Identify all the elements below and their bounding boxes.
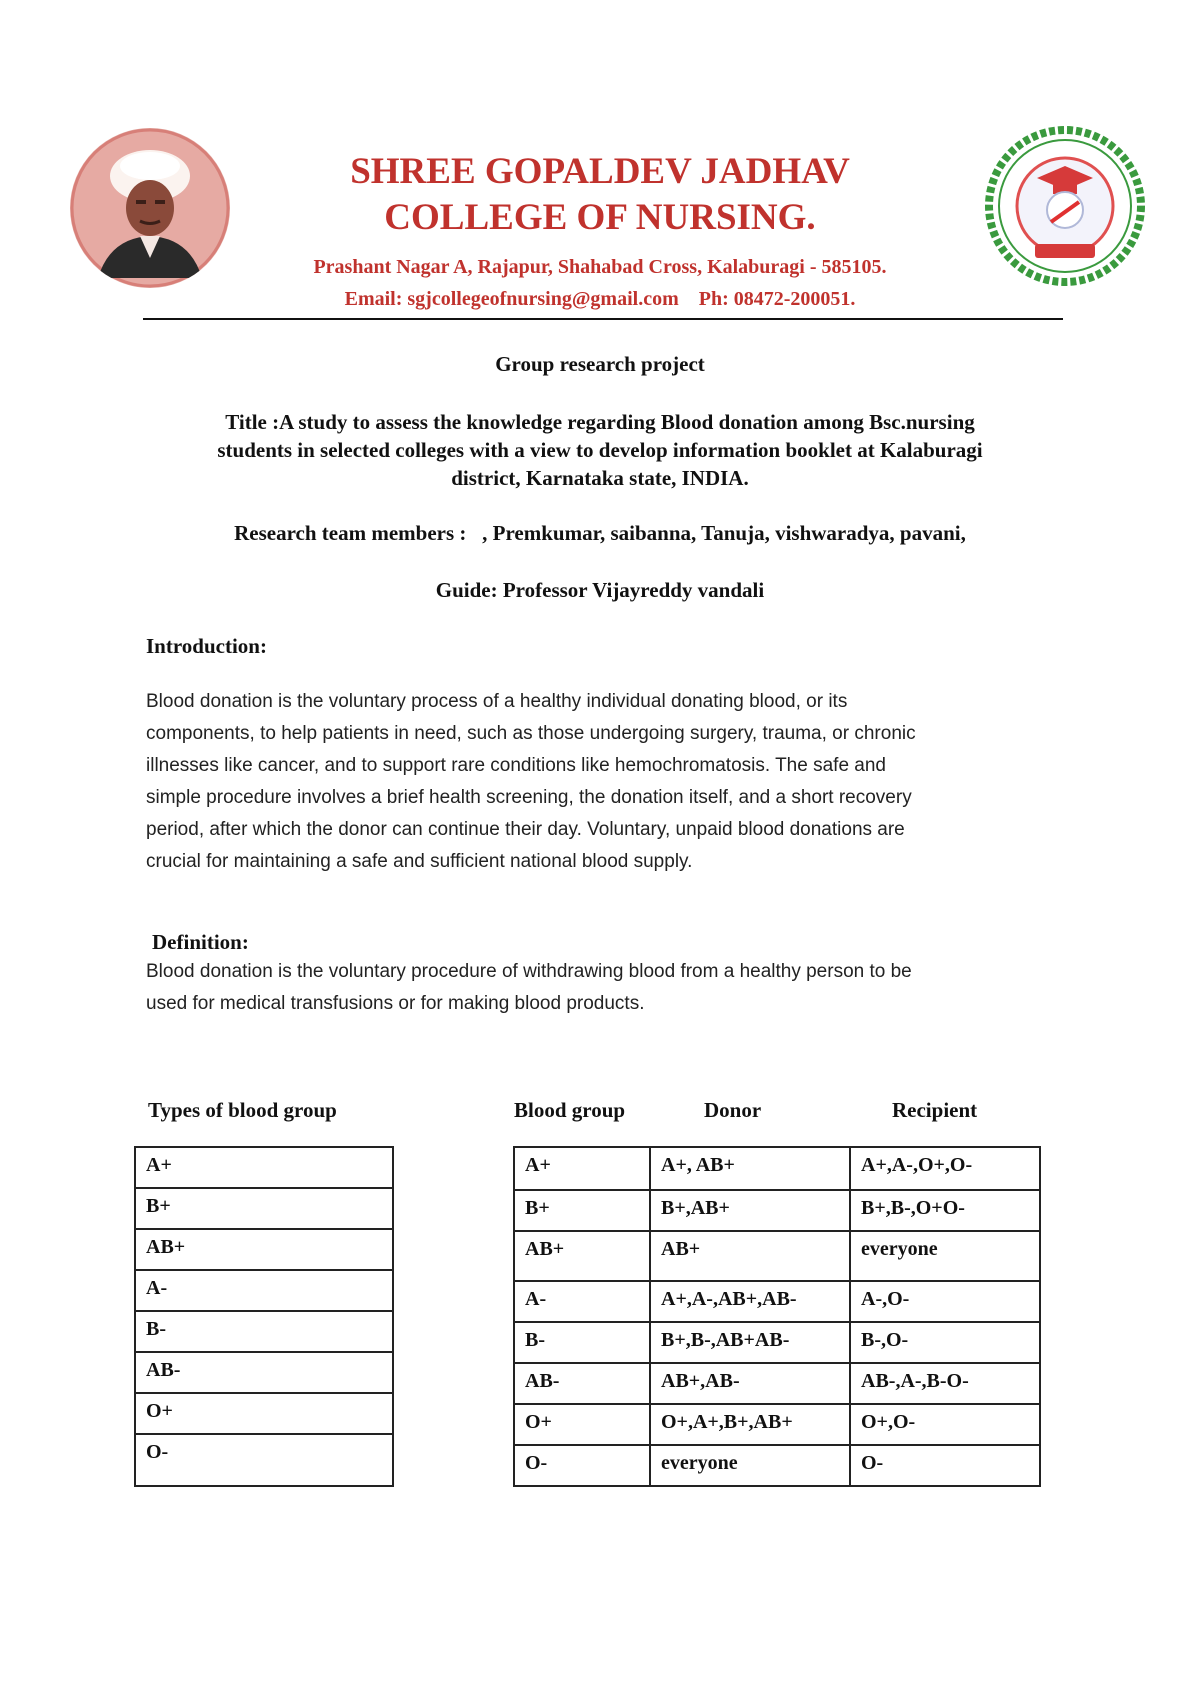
table-cell: O+ [514,1404,650,1445]
types-table-heading: Types of blood group [148,1098,337,1122]
college-contact: Email: sgjcollegeofnursing@gmail.com Ph: 08472-200051. [344,288,856,310]
compat-header-donor: Donor [704,1098,762,1122]
table-cell: A- [135,1270,393,1311]
table-row [514,1363,1040,1404]
project-heading: Group research project [495,352,705,376]
project-title-line: Title :A study to assess the knowledge regarding Blood donation among Bsc.nursing [225,410,975,434]
table-cell: AB+ [135,1229,393,1270]
header-divider [143,318,1063,320]
paragraph-line: Blood donation is the voluntary procedure of withdrawing blood from a healthy person to be [146,961,912,982]
table-cell: AB-,A-,B-O- [850,1363,1040,1404]
table-cell: O- [514,1445,650,1486]
college-name-line2: COLLEGE OF NURSING. [384,197,816,238]
table-cell: AB+ [514,1231,650,1281]
paragraph-line: crucial for maintaining a safe and sufficient national blood supply. [146,851,693,872]
table-row [135,1270,393,1311]
table-cell: A+ [135,1147,393,1188]
table-cell: A- [514,1281,650,1322]
paragraph-line: simple procedure involves a brief health screening, the donation itself, and a short recovery [146,787,912,808]
table-cell: O- [135,1434,393,1486]
table-row [135,1393,393,1434]
table-cell: O- [850,1445,1040,1486]
compat-header-recipient: Recipient [892,1098,978,1122]
table-cell: AB+,AB- [650,1363,850,1404]
compat-header-blood-group: Blood group [514,1098,626,1122]
table-row [514,1322,1040,1363]
table-cell: B+ [135,1188,393,1229]
project-title-line: district, Karnataka state, INDIA. [451,466,749,490]
table-cell: B- [514,1322,650,1363]
college-name-line1: SHREE GOPALDEV JADHAV [350,151,850,192]
table-cell: B+,B-,AB+AB- [650,1322,850,1363]
table-cell: AB- [135,1352,393,1393]
paragraph-line: components, to help patients in need, such as those undergoing surgery, trauma, or chronic [146,723,916,744]
table-cell: B-,O- [850,1322,1040,1363]
table-cell: everyone [850,1231,1040,1281]
table-row [514,1147,1040,1190]
table-cell: A+ [514,1147,650,1190]
table-row [514,1190,1040,1231]
paragraph-line: period, after which the donor can continue their day. Voluntary, unpaid blood donations are [146,819,905,840]
table-row [135,1352,393,1393]
table-row [514,1404,1040,1445]
compat-table [513,1146,1041,1487]
table-cell: AB- [514,1363,650,1404]
table-row [135,1188,393,1229]
table-cell: A+,A-,O+,O- [850,1147,1040,1190]
definition-paragraph [146,956,1066,1020]
definition-heading: Definition: [152,930,249,954]
table-cell: O+,A+,B+,AB+ [650,1404,850,1445]
table-cell: A-,O- [850,1281,1040,1322]
project-title [150,408,1050,492]
project-title-line: students in selected colleges with a view to develop information booklet at Kalaburagi [217,438,983,462]
research-team: Research team members : , Premkumar, saibanna, Tanuja, vishwaradya, pavani, [234,521,966,545]
table-cell: B+ [514,1190,650,1231]
introduction-heading: Introduction: [146,634,267,658]
table-row [135,1147,393,1188]
paragraph-line: used for medical transfusions or for making blood products. [146,993,645,1014]
table-cell: AB+ [650,1231,850,1281]
project-guide: Guide: Professor Vijayreddy vandali [435,578,765,602]
table-cell: everyone [650,1445,850,1486]
table-cell: A+, AB+ [650,1147,850,1190]
table-row [514,1281,1040,1322]
introduction-paragraph [146,686,1066,878]
table-row [135,1311,393,1352]
paragraph-line: Blood donation is the voluntary process of a healthy individual donating blood, or its [146,691,848,712]
table-cell: O+ [135,1393,393,1434]
table-cell: O+,O- [850,1404,1040,1445]
types-table [134,1146,394,1487]
table-row [514,1445,1040,1486]
table-row [135,1434,393,1486]
table-cell: A+,A-,AB+,AB- [650,1281,850,1322]
table-cell: B+,AB+ [650,1190,850,1231]
college-address: Prashant Nagar A, Rajapur, Shahabad Cross, Kalaburagi - 585105. [313,256,887,278]
table-cell: B+,B-,O+O- [850,1190,1040,1231]
table-row [135,1229,393,1270]
table-row [514,1231,1040,1281]
table-cell: B- [135,1311,393,1352]
paragraph-line: illnesses like cancer, and to support rare conditions like hemochromatosis. The safe and [146,755,886,776]
